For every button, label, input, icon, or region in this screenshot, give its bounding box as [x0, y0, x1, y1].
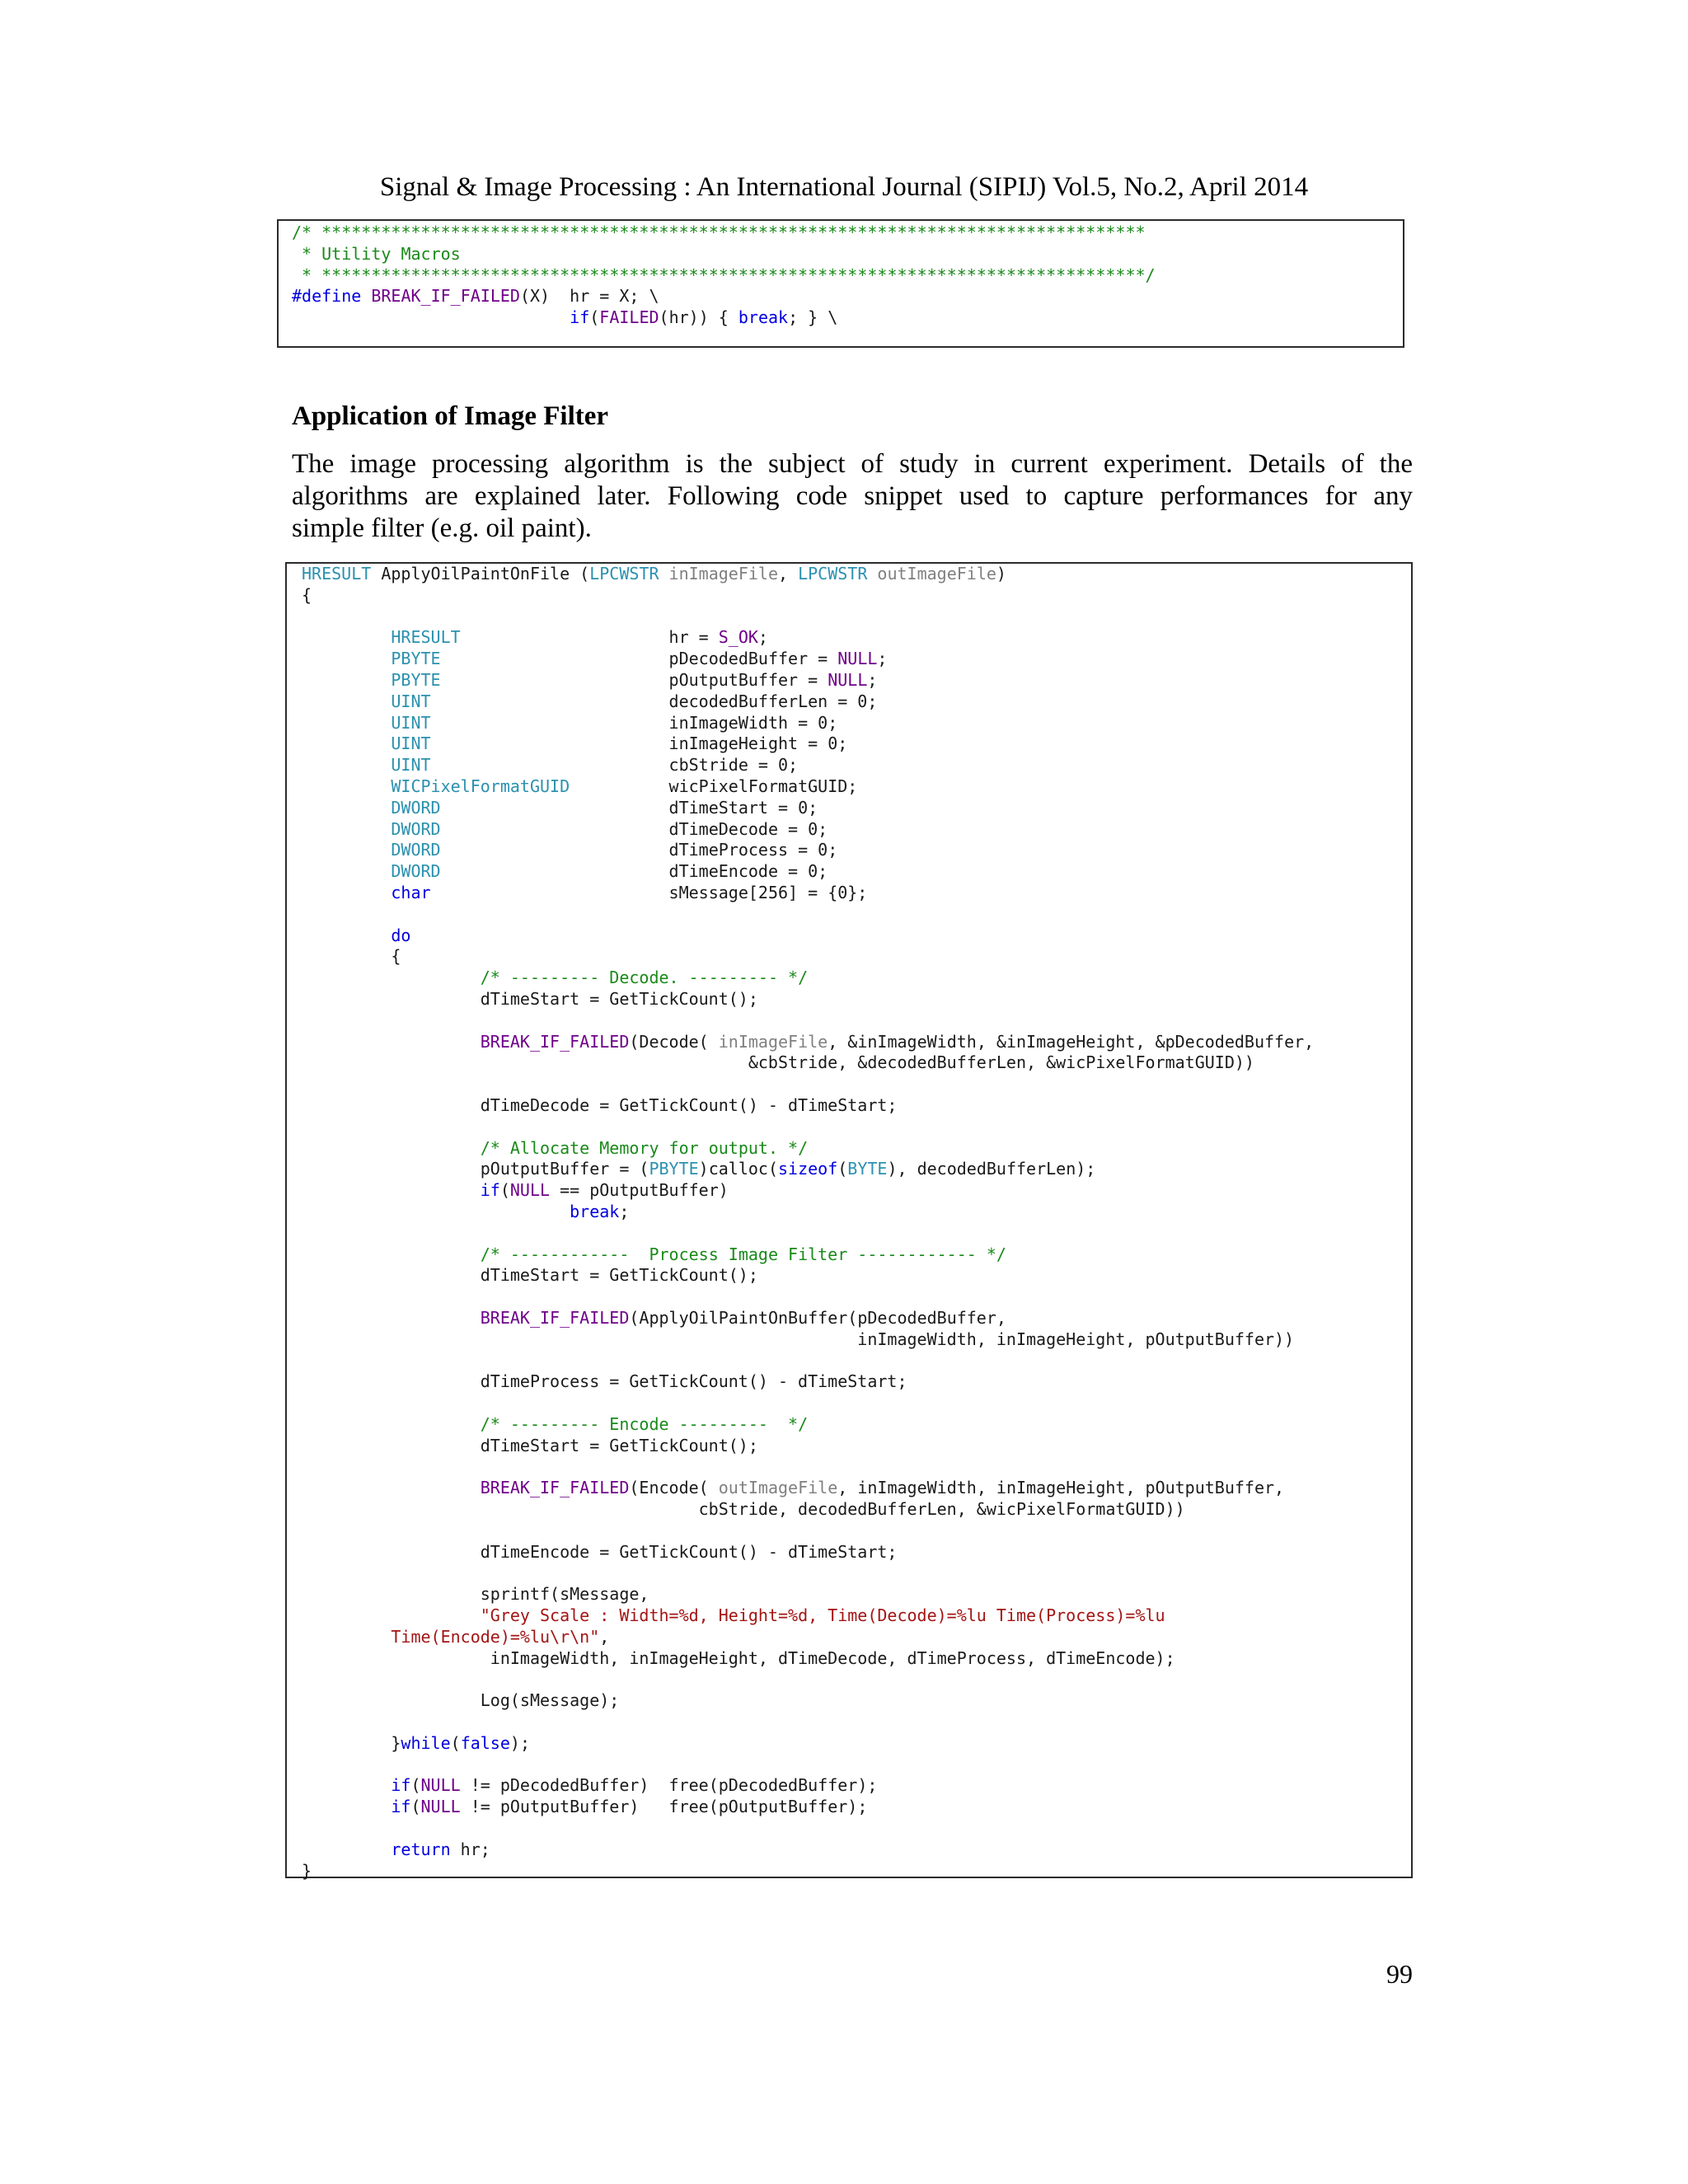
code-token: if [480, 1180, 500, 1201]
code-line [302, 1095, 1411, 1117]
code-token [302, 1627, 391, 1647]
code-token: NULL [420, 1797, 461, 1817]
code-line [302, 1669, 1411, 1690]
code-token: dTimeStart = GetTickCount(); [302, 1265, 758, 1286]
code-token: BYTE [847, 1159, 888, 1179]
code-line [302, 1393, 1411, 1414]
code-token [302, 691, 391, 711]
code-token: false [460, 1732, 510, 1753]
code-token [302, 1414, 481, 1434]
code-token: sprintf(sMessage, [302, 1584, 649, 1605]
code-token: do [391, 925, 411, 945]
section-heading: Application of Image Filter [292, 401, 609, 431]
code-token [302, 713, 391, 733]
code-token: } [302, 1860, 312, 1881]
code-line [302, 798, 1411, 819]
code-token: inImageFile [668, 564, 778, 583]
code-token: BREAK_IF_FAILED [480, 1478, 630, 1498]
code-line [302, 1690, 1411, 1712]
code-token: ), decodedBufferLen); [887, 1159, 1096, 1179]
code-token: /* --------- Encode --------- */ [480, 1413, 809, 1434]
code-line [302, 1733, 1411, 1755]
code-line [302, 840, 1411, 861]
code-token: cbStride, decodedBufferLen, &wicPixelFormatGUID)) [302, 1499, 1185, 1520]
code-line [302, 1010, 1411, 1032]
code-token [302, 670, 391, 690]
code-token: FAILED [599, 307, 659, 328]
code-token: dTimeStart = 0; [440, 797, 818, 818]
code-line [302, 713, 1411, 734]
code-token: inImageFile [718, 1031, 828, 1052]
code-token: ( [410, 1775, 421, 1796]
code-token: /* Allocate Memory for output. */ [480, 1137, 809, 1158]
code-line [302, 1521, 1411, 1542]
code-line [302, 1627, 1411, 1648]
code-token: /* *********************************************************************************** [292, 223, 1146, 242]
code-token [302, 1032, 481, 1052]
page-number: 99 [1386, 1959, 1413, 1989]
code-line [302, 1117, 1411, 1138]
code-token: decodedBufferLen = 0; [430, 691, 878, 711]
code-token: NULL [828, 669, 868, 690]
code-line [302, 1648, 1411, 1670]
code-token: (X) hr = X; \ [519, 286, 659, 307]
code-token: pOutputBuffer = [440, 669, 828, 690]
apply-oil-paint-code-block [285, 562, 1413, 1881]
code-line [302, 755, 1411, 776]
code-line [302, 946, 1411, 968]
code-line [302, 1605, 1411, 1627]
code-line [302, 1052, 1411, 1074]
code-token: ( [589, 307, 600, 328]
code-token: dTimeProcess = 0; [440, 840, 838, 860]
code-token: , &inImageWidth, &inImageHeight, &pDecodedBuffer, [828, 1031, 1315, 1052]
code-line [302, 733, 1411, 755]
code-token: LPCWSTR [798, 564, 878, 583]
code-token: UINT [391, 733, 431, 754]
code-line [302, 1244, 1411, 1266]
code-token: dTimeStart = GetTickCount(); [302, 1435, 758, 1455]
code-line [302, 1818, 1411, 1840]
code-token [302, 1308, 481, 1328]
code-token: NULL [837, 649, 878, 669]
code-token: cbStride = 0; [430, 755, 799, 776]
code-token: ; } \ [788, 307, 838, 328]
code-token: WICPixelFormatGUID [391, 776, 570, 796]
code-line [302, 1775, 1411, 1797]
code-token: UINT [391, 712, 431, 733]
code-line [302, 989, 1411, 1010]
code-line [302, 1414, 1411, 1436]
code-token: DWORD [391, 797, 441, 818]
code-token: ; [867, 669, 878, 690]
code-token: pDecodedBuffer = [440, 649, 838, 669]
code-token [302, 1478, 481, 1497]
code-line [302, 1840, 1411, 1861]
code-token: PBYTE [391, 649, 441, 669]
code-token: inImageWidth, inImageHeight, dTimeDecode, dTimeProcess, dTimeEncode); [302, 1647, 1175, 1668]
code-line [302, 691, 1411, 713]
code-token: ( [450, 1732, 461, 1753]
code-token: wicPixelFormatGUID; [570, 776, 858, 796]
code-token [302, 649, 391, 668]
code-line [302, 1499, 1411, 1521]
code-token: dTimeDecode = GetTickCount() - dTimeStart; [302, 1094, 898, 1115]
code-token [302, 883, 391, 902]
code-token: Log(sMessage); [302, 1690, 620, 1711]
code-token: BREAK_IF_FAILED [480, 1307, 630, 1328]
code-line [302, 1755, 1411, 1776]
paragraph-line: The image processing algorithm is the subject of study in current experiment. Details of the [292, 449, 1413, 479]
code-line [302, 1436, 1411, 1457]
code-token [302, 861, 391, 881]
code-line [302, 926, 1411, 947]
code-token: ; [619, 1201, 630, 1221]
code-token: if [391, 1797, 411, 1817]
code-token: , [777, 564, 799, 583]
code-token: return [391, 1839, 451, 1859]
code-token: sizeof [777, 1159, 838, 1179]
code-token: dTimeStart = GetTickCount(); [302, 988, 758, 1009]
code-line [302, 1797, 1411, 1818]
code-token [302, 1605, 481, 1625]
code-line [302, 904, 1411, 926]
code-token: dTimeEncode = GetTickCount() - dTimeStart; [302, 1541, 898, 1562]
code-token [302, 1775, 391, 1795]
code-token: == pOutputBuffer) [550, 1180, 729, 1201]
code-token: #define [292, 286, 372, 307]
code-token: if [570, 307, 590, 328]
code-token: ( [499, 1180, 510, 1201]
code-token: BREAK_IF_FAILED [371, 286, 520, 307]
code-token: NULL [420, 1775, 461, 1796]
code-line [302, 1265, 1411, 1286]
code-line [302, 1584, 1411, 1605]
code-token: hr; [450, 1839, 490, 1859]
code-token: dTimeDecode = 0; [440, 818, 828, 839]
code-token [302, 840, 391, 860]
code-token: /* ------------ Process Image Filter ------------ */ [480, 1244, 1006, 1264]
code-line [302, 627, 1411, 649]
code-token: dTimeEncode = 0; [440, 861, 828, 882]
code-line [302, 1542, 1411, 1563]
code-token: (ApplyOilPaintOnBuffer(pDecodedBuffer, [629, 1307, 1006, 1328]
code-line [302, 564, 1411, 585]
code-token [302, 776, 391, 796]
code-line [302, 585, 1411, 607]
paragraph-line: simple filter (e.g. oil paint). [292, 513, 592, 543]
code-token: ); [509, 1732, 530, 1753]
code-token [302, 926, 391, 945]
code-line [302, 1371, 1411, 1393]
code-token: /* --------- Decode. --------- */ [480, 968, 809, 988]
code-token [302, 1138, 481, 1158]
code-line [302, 1563, 1411, 1584]
code-token [302, 968, 481, 987]
code-line [302, 1202, 1411, 1223]
code-token: break [738, 307, 789, 328]
code-line [302, 1159, 1411, 1180]
code-token: HRESULT [302, 564, 382, 583]
code-token: UINT [391, 755, 431, 776]
code-line [292, 265, 1403, 287]
code-token: sMessage[256] = {0}; [430, 882, 868, 902]
code-token: * ***********************************************************************************/ [292, 265, 1156, 285]
code-line [302, 1286, 1411, 1308]
code-token: PBYTE [649, 1159, 699, 1179]
code-token: pOutputBuffer = ( [302, 1159, 649, 1179]
code-token: break [570, 1201, 620, 1221]
code-line [302, 819, 1411, 841]
code-token: Time(Encode)=%lu\r\n" [391, 1626, 600, 1647]
code-token [292, 307, 570, 327]
code-token: HRESULT [391, 627, 461, 648]
code-token: hr = [460, 627, 719, 648]
code-line [302, 649, 1411, 670]
body-paragraph [292, 448, 1413, 545]
code-token [302, 1840, 391, 1859]
code-line [302, 1308, 1411, 1329]
code-token: char [391, 882, 431, 902]
code-token: outImageFile [877, 564, 996, 583]
code-token: (Decode( [629, 1031, 719, 1052]
code-token [302, 1244, 481, 1264]
code-token: inImageHeight = 0; [430, 733, 848, 754]
code-token: PBYTE [391, 669, 441, 690]
code-line [302, 1032, 1411, 1053]
code-line [302, 1350, 1411, 1371]
code-token [302, 819, 391, 839]
code-token [302, 1797, 391, 1816]
code-token [302, 627, 391, 647]
code-token: dTimeProcess = GetTickCount() - dTimeStart; [302, 1371, 907, 1392]
code-line [302, 1456, 1411, 1478]
code-line [302, 1223, 1411, 1244]
code-line [292, 223, 1403, 244]
code-token: DWORD [391, 840, 441, 860]
code-line [302, 1712, 1411, 1733]
code-token: } [302, 1732, 401, 1753]
code-token: while [401, 1732, 451, 1753]
code-line [302, 1478, 1411, 1499]
code-line [302, 1138, 1411, 1160]
journal-header: Signal & Image Processing : An International Journal (SIPIJ) Vol.5, No.2, April 2014 [379, 172, 1309, 202]
code-line [302, 883, 1411, 904]
code-token: DWORD [391, 861, 441, 882]
code-token: * Utility Macros [292, 243, 461, 264]
code-token [302, 755, 391, 775]
code-token: ; [877, 649, 888, 669]
code-token: ) [996, 564, 1006, 583]
code-line [302, 1180, 1411, 1202]
code-token: ( [837, 1159, 848, 1179]
code-token: , [599, 1626, 610, 1647]
code-token: ApplyOilPaintOnFile ( [381, 564, 590, 583]
code-token [302, 1202, 570, 1221]
code-token: LPCWSTR [589, 564, 669, 583]
code-line [302, 607, 1411, 628]
code-token: if [391, 1775, 411, 1796]
code-line [302, 968, 1411, 989]
code-token: NULL [509, 1180, 551, 1201]
code-token: { [302, 584, 312, 605]
code-line [302, 861, 1411, 883]
code-token: inImageWidth, inImageHeight, pOutputBuffer)) [302, 1329, 1295, 1349]
code-line [302, 670, 1411, 691]
code-token: ; [757, 627, 768, 648]
code-line [292, 307, 1403, 329]
code-token: DWORD [391, 818, 441, 839]
code-token: S_OK [718, 627, 758, 648]
code-token: UINT [391, 691, 431, 711]
code-token [302, 733, 391, 753]
code-line [292, 244, 1403, 265]
paragraph-line: algorithms are explained later. Following code snippet used to capture performances for any [292, 481, 1413, 511]
code-line [302, 1329, 1411, 1351]
code-token: inImageWidth = 0; [430, 712, 838, 733]
code-token: , inImageWidth, inImageHeight, pOutputBuffer, [837, 1478, 1285, 1498]
code-token: != pOutputBuffer) free(pOutputBuffer); [460, 1797, 868, 1817]
code-token: (hr)) { [659, 307, 738, 328]
code-token: BREAK_IF_FAILED [480, 1031, 630, 1052]
code-token: != pDecodedBuffer) free(pDecodedBuffer); [460, 1775, 878, 1796]
code-line [292, 286, 1403, 307]
code-token: outImageFile [718, 1478, 838, 1498]
code-line [302, 776, 1411, 798]
code-token [302, 1180, 481, 1200]
code-line [302, 1861, 1411, 1882]
utility-macros-code-block [277, 219, 1404, 348]
code-token [302, 798, 391, 818]
code-token: { [302, 946, 401, 967]
code-token: ( [410, 1797, 421, 1817]
code-line [302, 1074, 1411, 1095]
code-token: "Grey Scale : Width=%d, Height=%d, Time(Decode)=%lu Time(Process)=%lu [480, 1605, 1165, 1626]
code-token: )calloc( [698, 1159, 778, 1179]
code-token: (Encode( [629, 1478, 719, 1498]
code-token: &cbStride, &decodedBufferLen, &wicPixelFormatGUID)) [302, 1052, 1254, 1073]
